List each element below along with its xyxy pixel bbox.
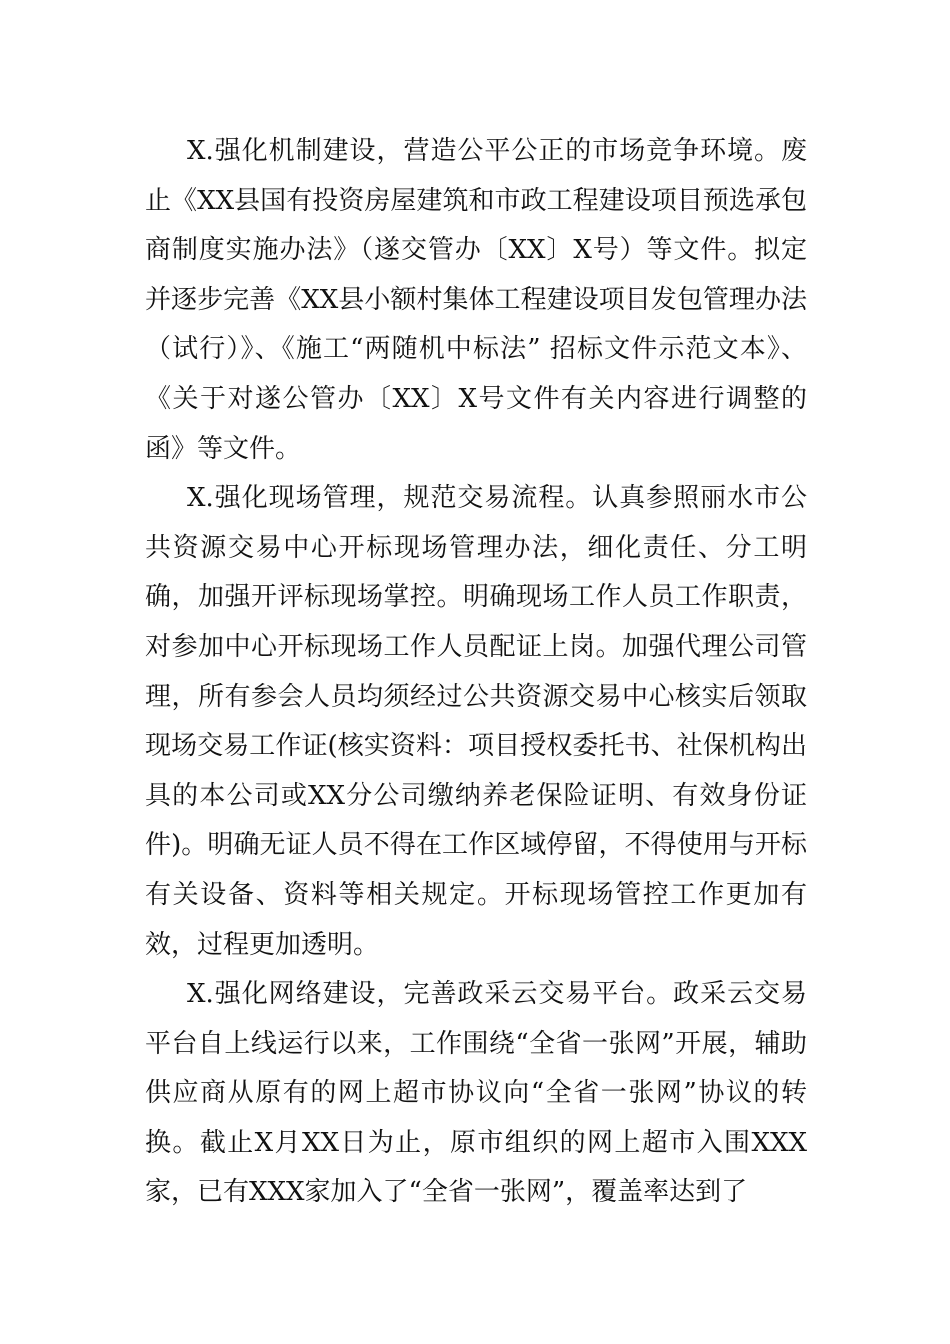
paragraph-network-building: X.强化网络建设，完善政采云交易平台。政采云交易平台自上线运行以来，工作围绕“全省一张网”开展，辅助供应商从原有的网上超市协议向“全省一张网”协议的转换。截止X月XX日为止，原市组织的网上超市入围XXX家，已有XXX家加入了“全省一张网”，覆盖率达到了 <box>145 979 807 1208</box>
paragraph-site-management: X.强化现场管理，规范交易流程。认真参照丽水市公共资源交易中心开标现场管理办法，细化责任、分工明确，加强开评标现场掌控。明确现场工作人员工作职责，对参加中心开标现场工作人员配证上岗。加强代理公司管理，所有参会人员均须经过公共资源交易中心核实后领取现场交易工作证(核实资料：项目授权委托书、社保机构出具的本公司或XX分公司缴纳养老保险证明、有效身份证件)。明确无证人员不得在工作区域停留，不得使用与开标有关设备、资料等相关规定。开标现场管控工作更加有效，过程更加透明。 <box>145 483 807 960</box>
paragraph-mechanism-building: X.强化机制建设，营造公平公正的市场竞争环境。废止《XX县国有投资房屋建筑和市政工程建设项目预选承包商制度实施办法》（遂交管办〔XX〕X号）等文件。拟定并逐步完善《XX县小额村集体工程建设项目发包管理办法（试行）》、《施工“两随机中标法” 招标文件示范文本》、《关于对遂公管办〔XX〕X号文件有关内容进行调整的函》等文件。 <box>145 136 807 464</box>
document-body <box>145 127 807 1218</box>
